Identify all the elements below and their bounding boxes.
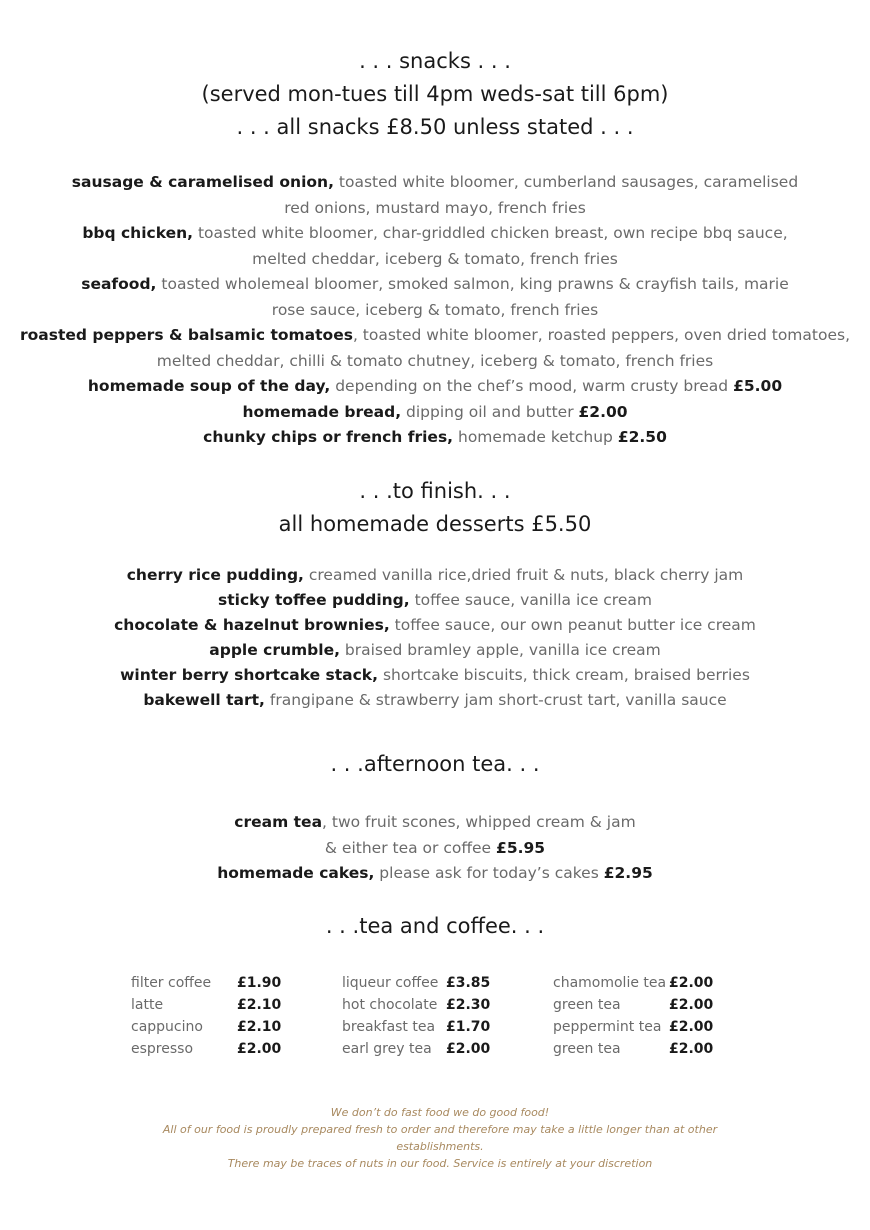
drink-price: £2.10 — [237, 997, 282, 1013]
cream-tea-line2-text: & either tea or coffee — [324, 838, 497, 857]
cream-tea-line2 — [0, 836, 870, 862]
snack-desc: toasted white bloomer, cumberland sausages, caramelised — [333, 173, 799, 191]
drinks-col-2 — [342, 975, 512, 1063]
snack-name: seafood, — [81, 275, 157, 293]
snack-desc-line: melted cheddar, iceberg & tomato, french fries — [252, 249, 618, 268]
dessert-item — [0, 638, 870, 663]
drink-name: green tea — [553, 1041, 621, 1057]
snack-desc: , toasted white bloomer, roasted peppers, oven dried tomatoes, — [352, 326, 851, 344]
snacks-header — [0, 45, 870, 144]
drink-row — [131, 975, 301, 997]
cream-tea-price: £5.95 — [496, 838, 546, 857]
dessert-name: bakewell tart, — [143, 691, 265, 709]
drinks-table — [0, 975, 870, 1065]
dessert-desc: frangipane & strawberry jam short-crust tart, vanilla sauce — [264, 691, 727, 709]
snack-item — [0, 323, 870, 349]
dessert-name: chocolate & hazelnut brownies, — [114, 616, 390, 634]
drink-price: £2.00 — [237, 1041, 282, 1057]
extra-desc: homemade ketchup — [453, 428, 618, 446]
afternoon-tea-title: . . .afternoon tea. . . — [330, 752, 540, 776]
footer-line-3: There may be traces of nuts in our food. Service is entirely at your discretion — [227, 1157, 653, 1170]
drink-row — [342, 975, 512, 997]
extra-item — [0, 400, 870, 426]
dessert-item — [0, 588, 870, 613]
finish-title: . . .to finish. . . — [359, 479, 511, 503]
dessert-item — [0, 563, 870, 588]
snack-name: bbq chicken, — [82, 224, 194, 242]
extra-price: £2.00 — [578, 402, 628, 421]
drink-price: £2.00 — [669, 1041, 714, 1057]
snack-desc-line: rose sauce, iceberg & tomato, french fries — [271, 300, 599, 319]
snacks-hours: (served mon-tues till 4pm weds-sat till 6pm) — [201, 82, 669, 106]
drink-row — [553, 1041, 733, 1063]
drink-row — [131, 997, 301, 1019]
drink-name: peppermint tea — [553, 1019, 662, 1035]
drink-price: £1.90 — [237, 975, 282, 991]
snacks-price-note: . . . all snacks £8.50 unless stated . . . — [236, 115, 634, 139]
snack-desc: toasted white bloomer, char-griddled chicken breast, own recipe bbq sauce, — [193, 224, 788, 242]
drink-row — [553, 997, 733, 1019]
drink-name: filter coffee — [131, 975, 212, 991]
cream-tea-desc: , two fruit scones, whipped cream & jam — [322, 813, 636, 831]
snack-desc-line: red onions, mustard mayo, french fries — [284, 198, 586, 217]
finish-subtitle: all homemade desserts £5.50 — [278, 512, 592, 536]
drink-name: cappucino — [131, 1019, 203, 1035]
extra-price: £5.00 — [733, 377, 783, 395]
snack-item — [0, 272, 870, 298]
drink-row — [342, 1019, 512, 1041]
cakes-desc: please ask for today’s cakes — [374, 864, 604, 882]
drink-row — [342, 1041, 512, 1063]
drink-price: £1.70 — [446, 1019, 491, 1035]
extra-desc: dipping oil and butter — [401, 402, 579, 421]
drink-row — [131, 1041, 301, 1063]
dessert-desc: braised bramley apple, vanilla ice cream — [339, 641, 661, 659]
dessert-desc: toffee sauce, our own peanut butter ice cream — [389, 616, 756, 634]
cakes-price: £2.95 — [603, 864, 653, 882]
dessert-name: apple crumble, — [209, 641, 340, 659]
snack-name: sausage & caramelised onion, — [71, 173, 334, 191]
extra-item — [0, 425, 870, 451]
drinks-col-3 — [553, 975, 733, 1063]
afternoon-tea-list — [0, 810, 870, 887]
extra-price: £2.50 — [617, 428, 667, 446]
drink-name: liqueur coffee — [342, 975, 439, 991]
drink-price: £2.00 — [446, 1041, 491, 1057]
drink-price: £2.00 — [669, 975, 714, 991]
drink-row — [342, 997, 512, 1019]
dessert-desc: shortcake biscuits, thick cream, braised berries — [378, 666, 750, 684]
extra-item — [0, 374, 870, 400]
snacks-list — [0, 170, 870, 451]
dessert-item — [0, 663, 870, 688]
drink-price: £2.10 — [237, 1019, 282, 1035]
drink-price: £2.00 — [669, 997, 714, 1013]
snacks-title: . . . snacks . . . — [359, 49, 511, 73]
dessert-desc: toffee sauce, vanilla ice cream — [409, 591, 652, 609]
extra-name: homemade soup of the day, — [87, 377, 331, 395]
footer-notes — [130, 1104, 750, 1172]
dessert-name: winter berry shortcake stack, — [120, 666, 379, 684]
footer-line-2: All of our food is proudly prepared fresh to order and therefore may take a little longer than at other establishments. — [162, 1123, 718, 1153]
snack-item — [0, 170, 870, 196]
afternoon-tea-header — [0, 748, 870, 781]
snack-desc: toasted wholemeal bloomer, smoked salmon, king prawns & crayfish tails, marie — [156, 275, 789, 293]
cakes-item — [0, 861, 870, 887]
drink-name: chamomolie tea — [553, 975, 667, 991]
extra-name: chunky chips or french fries, — [203, 428, 454, 446]
drink-name: earl grey tea — [342, 1041, 432, 1057]
drink-name: latte — [131, 997, 164, 1013]
dessert-name: cherry rice pudding, — [126, 566, 304, 584]
drinks-col-1 — [131, 975, 301, 1063]
extra-desc: depending on the chef’s mood, warm crusty bread — [330, 377, 734, 395]
dessert-item — [0, 613, 870, 638]
drink-price: £2.30 — [446, 997, 491, 1013]
snack-item — [0, 221, 870, 247]
cakes-name: homemade cakes, — [217, 864, 375, 882]
snack-desc-line: melted cheddar, chilli & tomato chutney, iceberg & tomato, french fries — [156, 351, 714, 370]
snack-name: roasted peppers & balsamic tomatoes — [19, 326, 353, 344]
drink-name: breakfast tea — [342, 1019, 436, 1035]
drink-name: hot chocolate — [342, 997, 438, 1013]
drink-price: £2.00 — [669, 1019, 714, 1035]
drink-row — [131, 1019, 301, 1041]
finish-header — [0, 475, 870, 541]
cream-tea-name: cream tea — [234, 813, 323, 831]
cream-tea-item — [0, 810, 870, 836]
dessert-item — [0, 688, 870, 713]
tea-coffee-title: . . .tea and coffee. . . — [325, 914, 545, 938]
drink-name: espresso — [131, 1041, 194, 1057]
drink-row — [553, 975, 733, 997]
drink-price: £3.85 — [446, 975, 491, 991]
tea-coffee-header — [0, 910, 870, 943]
extra-name: homemade bread, — [242, 402, 402, 421]
desserts-list — [0, 563, 870, 713]
footer-line-1: We don’t do fast food we do good food! — [330, 1106, 550, 1119]
drink-row — [553, 1019, 733, 1041]
dessert-name: sticky toffee pudding, — [218, 591, 410, 609]
dessert-desc: creamed vanilla rice,dried fruit & nuts, black cherry jam — [303, 566, 744, 584]
drink-name: green tea — [553, 997, 621, 1013]
